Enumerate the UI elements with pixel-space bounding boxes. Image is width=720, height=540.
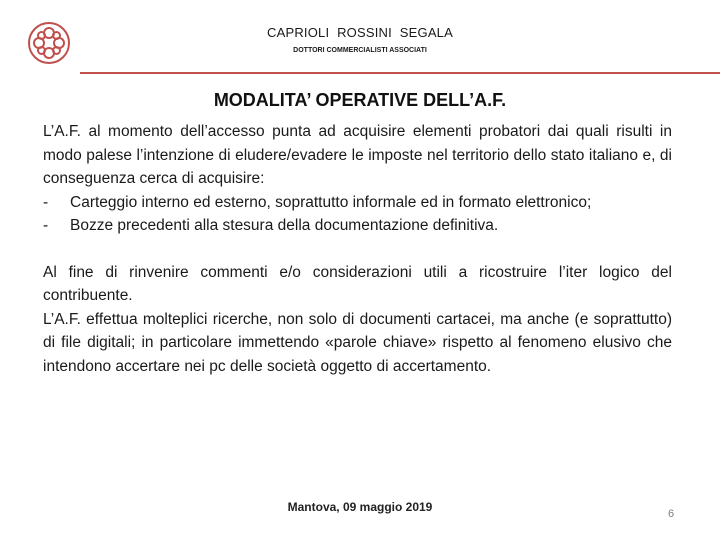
firm-name: CAPRIOLI ROSSINI SEGALA bbox=[267, 25, 453, 40]
header-divider bbox=[80, 72, 720, 74]
slide-body bbox=[43, 120, 672, 378]
footer-place-date: Mantova, 09 maggio 2019 bbox=[287, 500, 433, 514]
page-number: 6 bbox=[668, 508, 675, 520]
slide-title: MODALITA’ OPERATIVE DELL’A.F. bbox=[213, 90, 507, 110]
list-dash: - bbox=[43, 193, 49, 211]
paragraph-searches: L’A.F. effettua molteplici ricerche, non solo di documenti cartacei, ma anche (e soprattutto) di file digitali; in particolare immettendo «parole chiave» rispetto al fenomeno elusivo che intendono accertare nei pc delle società oggetto di accertamento. bbox=[43, 310, 672, 375]
paragraph-purpose: Al fine di rinvenire commenti e/o considerazioni utili a ricostruire l’iter logico del contribuente. bbox=[43, 263, 672, 304]
list-dash: - bbox=[43, 217, 49, 234]
intro-paragraph: L’A.F. al momento dell’accesso punta ad acquisire elementi probatori dai quali risulti in modo palese l’intenzione di eludere/evadere le imposte nel territorio dello stato italiano e, di conseguenza cerca di acquisire: bbox=[43, 123, 672, 187]
bullet-list bbox=[43, 191, 672, 238]
list-item bbox=[43, 191, 672, 215]
firm-subtitle: DOTTORI COMMERCIALISTI ASSOCIATI bbox=[293, 47, 427, 54]
list-item bbox=[43, 214, 672, 238]
list-item-text: Carteggio interno ed esterno, soprattutto informale ed in formato elettronico; bbox=[70, 193, 592, 211]
list-item-text: Bozze precedenti alla stesura della documentazione definitiva. bbox=[70, 217, 499, 234]
paragraph-spacer bbox=[43, 238, 672, 261]
